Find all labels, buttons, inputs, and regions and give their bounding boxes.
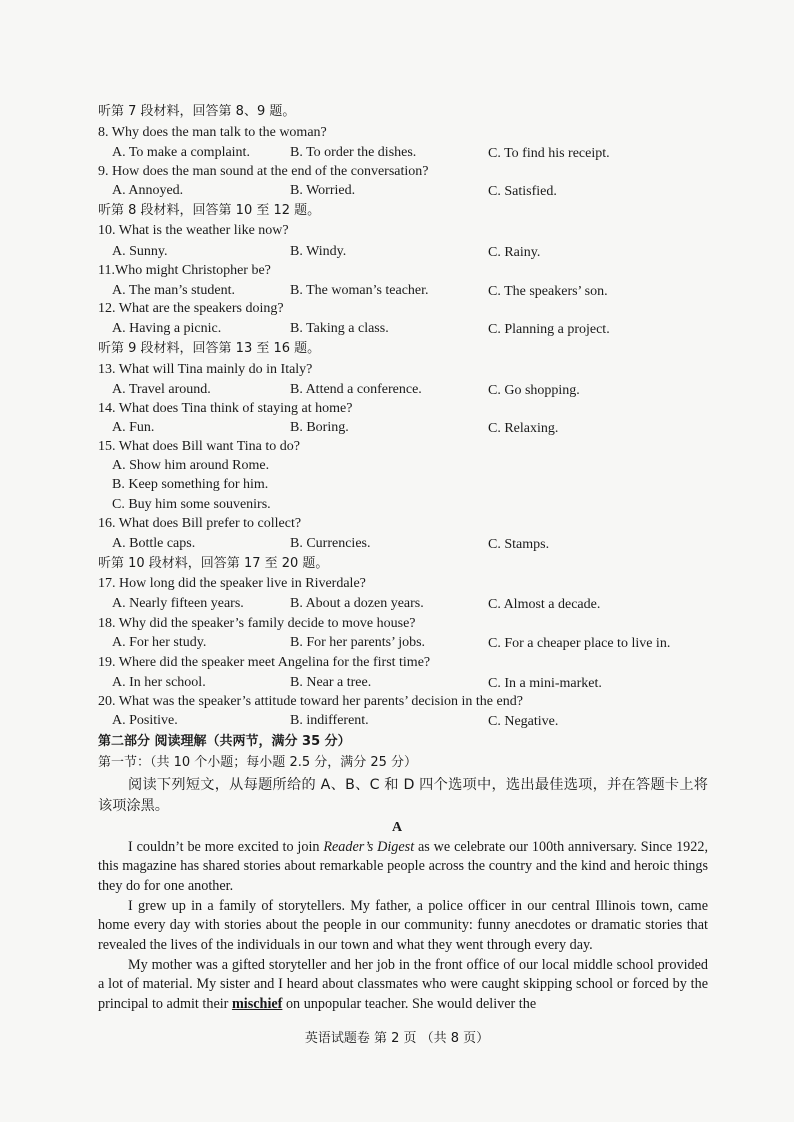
- paragraph-3-end: on unpopular teacher. She would deliver the: [282, 995, 537, 1012]
- question-8: 8. Why does the man talk to the woman?: [98, 125, 327, 140]
- magazine-title: Reader’s Digest: [323, 839, 415, 855]
- section-header-8: 听第 8 段材料，回答第 10 至 12 题。: [98, 203, 321, 218]
- q11-option-a: A. The man’s student.: [112, 283, 236, 298]
- q18-option-a: A. For her study.: [112, 635, 207, 650]
- paragraph-3: [98, 956, 708, 1014]
- q17-option-a: A. Nearly fifteen years.: [112, 596, 244, 611]
- q9-option-c: C. Satisfied.: [488, 184, 557, 199]
- paragraph-1-start: I couldn’t be more excited to join: [128, 839, 324, 855]
- question-9: 9. How does the man sound at the end of the conversation?: [98, 164, 429, 179]
- reading-instructions: 阅读下列短文，从每题所给的 A、B、C 和 D 四个选项中，选出最佳选项，并在答题卡上将该项涂黑。: [98, 777, 708, 814]
- paragraph-1: [98, 838, 708, 896]
- question-16: 16. What does Bill prefer to collect?: [98, 516, 302, 531]
- question-20: 20. What was the speaker’s attitude toward her parents’ decision in the end?: [98, 694, 523, 709]
- q16-option-b: B. Currencies.: [290, 536, 371, 551]
- part-two-heading: 第二部分 阅读理解（共两节，满分 35 分）: [98, 734, 351, 749]
- paragraph-1-end: as we celebrate our 100th anniversary. Since 1922, this magazine has shared stories about remarkable people across the country and the kind and heroic things they do for one another.: [98, 839, 709, 894]
- q10-option-b: B. Windy.: [290, 244, 347, 259]
- paragraph-3-start: My mother was a gifted storyteller and her job in the front office of our local middle school provided a lot of material. My sister and I heard about classmates who were caught skipping school or forced by the principal to admit their: [98, 957, 708, 1012]
- question-11: 11.Who might Christopher be?: [98, 263, 271, 278]
- q14-option-a: A. Fun.: [112, 420, 155, 435]
- q12-option-a: A. Having a picnic.: [112, 321, 222, 336]
- q15-option-a: A. Show him around Rome.: [112, 458, 270, 473]
- q9-option-b: B. Worried.: [290, 183, 356, 198]
- question-12: 12. What are the speakers doing?: [98, 301, 284, 316]
- question-10: 10. What is the weather like now?: [98, 223, 289, 238]
- q8-option-b: B. To order the dishes.: [290, 145, 417, 160]
- section-header-9: 听第 9 段材料，回答第 13 至 16 题。: [98, 341, 321, 356]
- q19-option-a: A. In her school.: [112, 675, 206, 690]
- q12-option-b: B. Taking a class.: [290, 321, 389, 336]
- q17-option-b: B. About a dozen years.: [290, 596, 424, 611]
- question-14: 14. What does Tina think of staying at home?: [98, 401, 353, 416]
- section-one-heading: 第一节：（共 10 个小题；每小题 2.5 分，满分 25 分）: [98, 755, 418, 770]
- q13-option-c: C. Go shopping.: [488, 383, 580, 398]
- passage-label: A: [391, 820, 403, 835]
- q15-option-b: B. Keep something for him.: [112, 477, 269, 492]
- q17-option-c: C. Almost a decade.: [488, 597, 601, 612]
- q13-option-b: B. Attend a conference.: [290, 382, 422, 397]
- q10-option-a: A. Sunny.: [112, 244, 168, 259]
- paragraph-2: I grew up in a family of storytellers. My father, a police officer in our central Illinois town, came home every day with stories about the people in our community: funny anecdotes or dramatic stories that revealed the lives of the individuals in our town and what they went through every day.: [98, 898, 708, 953]
- q16-option-a: A. Bottle caps.: [112, 536, 196, 551]
- section-header-10: 听第 10 段材料，回答第 17 至 20 题。: [98, 556, 329, 571]
- q20-option-c: C. Negative.: [488, 714, 559, 729]
- question-13: 13. What will Tina mainly do in Italy?: [98, 362, 313, 377]
- q19-option-c: C. In a mini-market.: [488, 676, 602, 691]
- q11-option-c: C. The speakers’ son.: [488, 284, 608, 299]
- q8-option-a: A. To make a complaint.: [112, 145, 250, 160]
- question-17: 17. How long did the speaker live in Riverdale?: [98, 576, 366, 591]
- q15-option-c: C. Buy him some souvenirs.: [112, 497, 271, 512]
- q20-option-b: B. indifferent.: [290, 713, 369, 728]
- q20-option-a: A. Positive.: [112, 713, 178, 728]
- question-15: 15. What does Bill want Tina to do?: [98, 439, 300, 454]
- q11-option-b: B. The woman’s teacher.: [290, 283, 429, 298]
- q13-option-a: A. Travel around.: [112, 382, 211, 397]
- q18-option-b: B. For her parents’ jobs.: [290, 635, 426, 650]
- q14-option-c: C. Relaxing.: [488, 421, 559, 436]
- underlined-word: mischief: [231, 995, 283, 1012]
- section-header-7: 听第 7 段材料，回答第 8、9 题。: [98, 104, 296, 119]
- q16-option-c: C. Stamps.: [488, 537, 550, 552]
- question-19: 19. Where did the speaker meet Angelina for the first time?: [98, 655, 431, 670]
- q12-option-c: C. Planning a project.: [488, 322, 610, 337]
- q10-option-c: C. Rainy.: [488, 245, 541, 260]
- question-18: 18. Why did the speaker’s family decide to move house?: [98, 616, 416, 631]
- page-footer: 英语试题卷 第 2 页 （共 8 页）: [304, 1031, 490, 1046]
- q14-option-b: B. Boring.: [290, 420, 349, 435]
- q19-option-b: B. Near a tree.: [290, 675, 372, 690]
- q9-option-a: A. Annoyed.: [112, 183, 184, 198]
- q18-option-c: C. For a cheaper place to live in.: [488, 636, 671, 651]
- q8-option-c: C. To find his receipt.: [488, 146, 610, 161]
